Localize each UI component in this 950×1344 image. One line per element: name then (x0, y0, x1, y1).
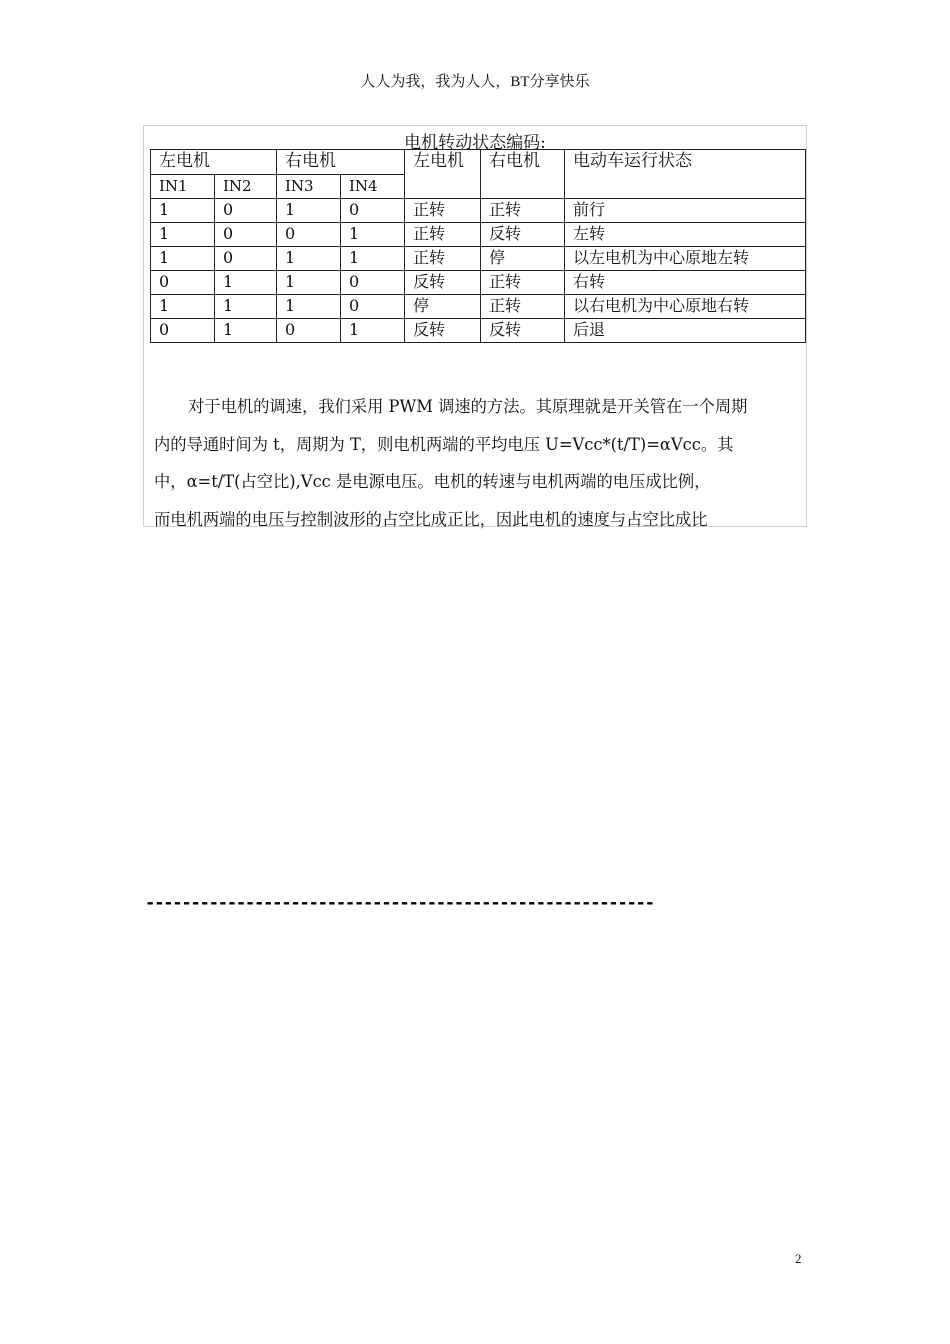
cell-in3: 1 (277, 199, 341, 223)
table-header-row (151, 150, 806, 175)
cell-right-motor: 停 (481, 247, 565, 271)
cell-vehicle-state: 后退 (565, 319, 806, 343)
table-row (151, 223, 806, 247)
cell-in1: 0 (151, 319, 215, 343)
cell-in3: 1 (277, 295, 341, 319)
cell-in3: 0 (277, 319, 341, 343)
cell-in1: 0 (151, 271, 215, 295)
header-right-motor: 右电机 (277, 150, 405, 175)
table-row (151, 199, 806, 223)
cell-in2: 0 (215, 199, 277, 223)
paragraph-line: 而电机两端的电压与控制波形的占空比成正比，因此电机的速度与占空比成比 (154, 509, 708, 529)
cell-left-motor: 正转 (405, 247, 481, 271)
cell-vehicle-state: 左转 (565, 223, 806, 247)
cell-right-motor: 反转 (481, 319, 565, 343)
cell-in1: 1 (151, 295, 215, 319)
paragraph-line: 中，α=t/T(占空比),Vcc 是电源电压。电机的转速与电机两端的电压成比例， (154, 472, 711, 491)
cell-in4: 0 (341, 295, 405, 319)
cell-in2: 1 (215, 319, 277, 343)
cell-right-motor: 正转 (481, 271, 565, 295)
cell-in4: 1 (341, 319, 405, 343)
header-in1: IN1 (151, 175, 215, 199)
cell-in1: 1 (151, 199, 215, 223)
header-in4: IN4 (341, 175, 405, 199)
cell-in2: 0 (215, 223, 277, 247)
cell-left-motor: 反转 (405, 319, 481, 343)
cell-left-motor: 正转 (405, 223, 481, 247)
embedded-figure (143, 125, 807, 527)
header-left-motor-state: 左电机 (405, 150, 481, 199)
cell-in4: 1 (341, 247, 405, 271)
cell-left-motor: 反转 (405, 271, 481, 295)
cell-right-motor: 正转 (481, 199, 565, 223)
dashed-divider: -------------------------------------------------------- (145, 893, 654, 913)
table-row (151, 271, 806, 295)
cell-vehicle-state: 以左电机为中心原地左转 (565, 247, 806, 271)
header-right-motor-state: 右电机 (481, 150, 565, 199)
figure-title: 电机转动状态编码: (404, 133, 546, 153)
cell-in3: 1 (277, 247, 341, 271)
cell-in3: 0 (277, 223, 341, 247)
cell-in2: 1 (215, 271, 277, 295)
cell-in4: 0 (341, 271, 405, 295)
header-left-motor: 左电机 (151, 150, 277, 175)
paragraph-line: 内的导通时间为 t，周期为 T，则电机两端的平均电压 U=Vcc*(t/T)=αVcc。其 (154, 434, 734, 454)
cell-vehicle-state: 右转 (565, 271, 806, 295)
cell-in1: 1 (151, 223, 215, 247)
cell-in3: 1 (277, 271, 341, 295)
table-row (151, 319, 806, 343)
cell-in4: 1 (341, 223, 405, 247)
cell-vehicle-state: 以右电机为中心原地右转 (565, 295, 806, 319)
cell-vehicle-state: 前行 (565, 199, 806, 223)
motor-status-table (150, 149, 806, 343)
cell-right-motor: 反转 (481, 223, 565, 247)
cell-in2: 0 (215, 247, 277, 271)
page-number: 2 (795, 1251, 802, 1266)
paragraph-line: 对于电机的调速，我们采用 PWM 调速的方法。其原理就是开关管在一个周期 (188, 397, 748, 416)
cell-in1: 1 (151, 247, 215, 271)
page-header: 人人为我，我为人人，BT分享快乐 (360, 74, 590, 90)
pwm-paragraph (154, 388, 804, 538)
cell-right-motor: 正转 (481, 295, 565, 319)
table-row (151, 247, 806, 271)
header-in2: IN2 (215, 175, 277, 199)
cell-in2: 1 (215, 295, 277, 319)
header-in3: IN3 (277, 175, 341, 199)
table-row (151, 295, 806, 319)
header-vehicle-state: 电动车运行状态 (565, 150, 806, 199)
cell-left-motor: 正转 (405, 199, 481, 223)
cell-left-motor: 停 (405, 295, 481, 319)
cell-in4: 0 (341, 199, 405, 223)
